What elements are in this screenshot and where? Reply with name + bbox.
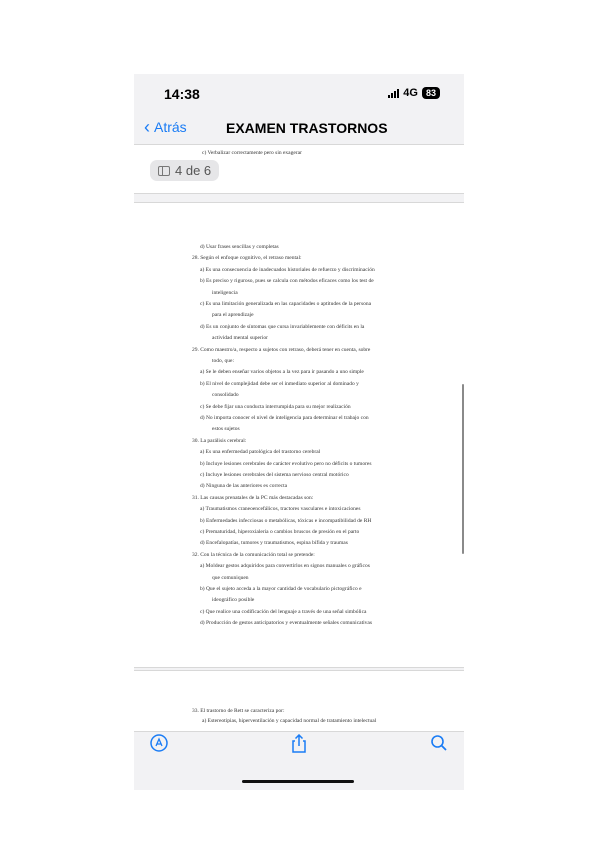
doc-line: 29. Como maestro/a, respecto a sujetos con retraso, deberá tener en cuenta, sobre	[192, 346, 371, 353]
doc-line: d) Ninguna de las anteriores es correcta	[200, 483, 288, 490]
doc-line: b) Es preciso y riguroso, pues se calcula con métodos eficaces como los test de	[200, 278, 374, 285]
status-bar	[134, 74, 464, 114]
doc-line: a) Es una consecuencia de inadecuados historiales de refuerzo y discriminación	[200, 266, 375, 273]
signal-icon	[388, 88, 399, 98]
doc-line: a) Traumatismos craneoencefálicos, tractores vasculares e intoxicaciones	[200, 506, 361, 513]
doc-line: b) Que el sujeto acceda a la mayor cantidad de vocabulario pictográfico e	[200, 586, 362, 592]
doc-line: a) Es una enfermedad patológica del trastorno cerebral	[200, 449, 321, 456]
doc-line: a) Moldear gestos adquiridos para convertirlos en signos manuales o gráficos	[200, 563, 370, 570]
doc-line: actividad mental superior	[212, 335, 268, 342]
navigation-bar	[134, 114, 464, 144]
doc-line: d) Producción de gestos anticipatorios y eventualmente señales comunicativas	[200, 620, 372, 627]
doc-line: estos sujetos	[212, 426, 240, 433]
doc-line: inteligencia	[212, 289, 238, 296]
doc-line: 31. Las causas prenatales de la PC más destacadas son:	[192, 494, 314, 501]
doc-line: d) Es un conjunto de síntomas que cursa invariablemente con déficits en la	[200, 323, 365, 330]
doc-line: ideográfico posible	[212, 597, 255, 604]
doc-line: 32. Con la técnica de la comunicación total se pretende:	[192, 551, 315, 558]
doc-line: c) Verbalizar correctamente pero sin exagerar	[202, 150, 302, 156]
page-indicator[interactable]	[150, 160, 219, 181]
search-icon[interactable]	[430, 734, 448, 757]
doc-line: d) Usar frases sencillas y completas	[200, 244, 279, 250]
doc-line: c) Prematuridad, hiperoxialeria o cambios bruscos de presión en el parto	[200, 529, 360, 535]
back-button[interactable]	[144, 119, 187, 135]
scrollbar[interactable]	[462, 384, 464, 554]
doc-line: consolidado	[212, 392, 239, 399]
back-label: Atrás	[154, 119, 187, 135]
chevron-left-icon: ‹	[144, 117, 150, 137]
markup-icon[interactable]	[150, 734, 168, 757]
doc-line: para el aprendizaje	[212, 312, 254, 319]
doc-line: c) Que realice una codificación del lenguaje a través de una señal simbólica	[200, 608, 367, 615]
pdf-page-5	[134, 670, 464, 732]
share-icon[interactable]	[290, 734, 308, 759]
document-title: EXAMEN TRASTORNOS	[226, 120, 388, 136]
doc-line: b) Enfermedades infecciosas o metabólicas, tóxicas e incompatibilidad de RH	[200, 517, 372, 524]
home-indicator	[242, 780, 354, 783]
status-indicators	[388, 87, 440, 99]
doc-line: que comuniquen	[212, 574, 249, 581]
status-time: 14:38	[164, 86, 200, 102]
doc-line: b) El nivel de complejidad debe ser el inmediato superior al dominado y	[200, 380, 359, 387]
battery-icon	[422, 87, 440, 99]
doc-line: c) Se debe fijar una conducta interrumpida para su mejor realización	[200, 403, 351, 410]
doc-line: todo, que:	[212, 358, 234, 364]
doc-line: d) No importa conocer el nivel de inteligencia para determinar el trabajo con	[200, 415, 369, 421]
battery-level: 83	[425, 88, 436, 98]
doc-line: 28. Según el enfoque cognitivo, el retraso mental:	[192, 255, 302, 262]
doc-line: b) Incluye lesiones cerebrales de carácter evolutivo pero no déficits o tumores	[200, 460, 372, 467]
network-label: 4G	[403, 87, 418, 99]
doc-line: c) Es una limitación generalizada en las capacidades o aptitudes de la persona	[200, 301, 372, 307]
sidebar-icon	[158, 166, 170, 176]
doc-line: a) Se le deben enseñar varios objetos a la vez para ir pasando a uno simple	[200, 369, 364, 376]
doc-line: d) Encefalopatías, tumores y traumatismos, espina bífida y traumas	[200, 540, 348, 547]
doc-line: 33. El trastorno de Rett se caracteriza por:	[192, 708, 285, 714]
pdf-page-4	[134, 202, 464, 668]
page-indicator-label: 4 de 6	[175, 163, 212, 178]
doc-line: a) Estereotipias, hiperventilación y capacidad normal de tratamiento intelectual	[202, 718, 377, 724]
doc-line: c) Incluye lesiones cerebrales del sistema nervioso central motórico	[200, 472, 349, 478]
doc-line: 30. La parálisis cerebral:	[192, 437, 247, 444]
phone-screen	[134, 74, 464, 790]
